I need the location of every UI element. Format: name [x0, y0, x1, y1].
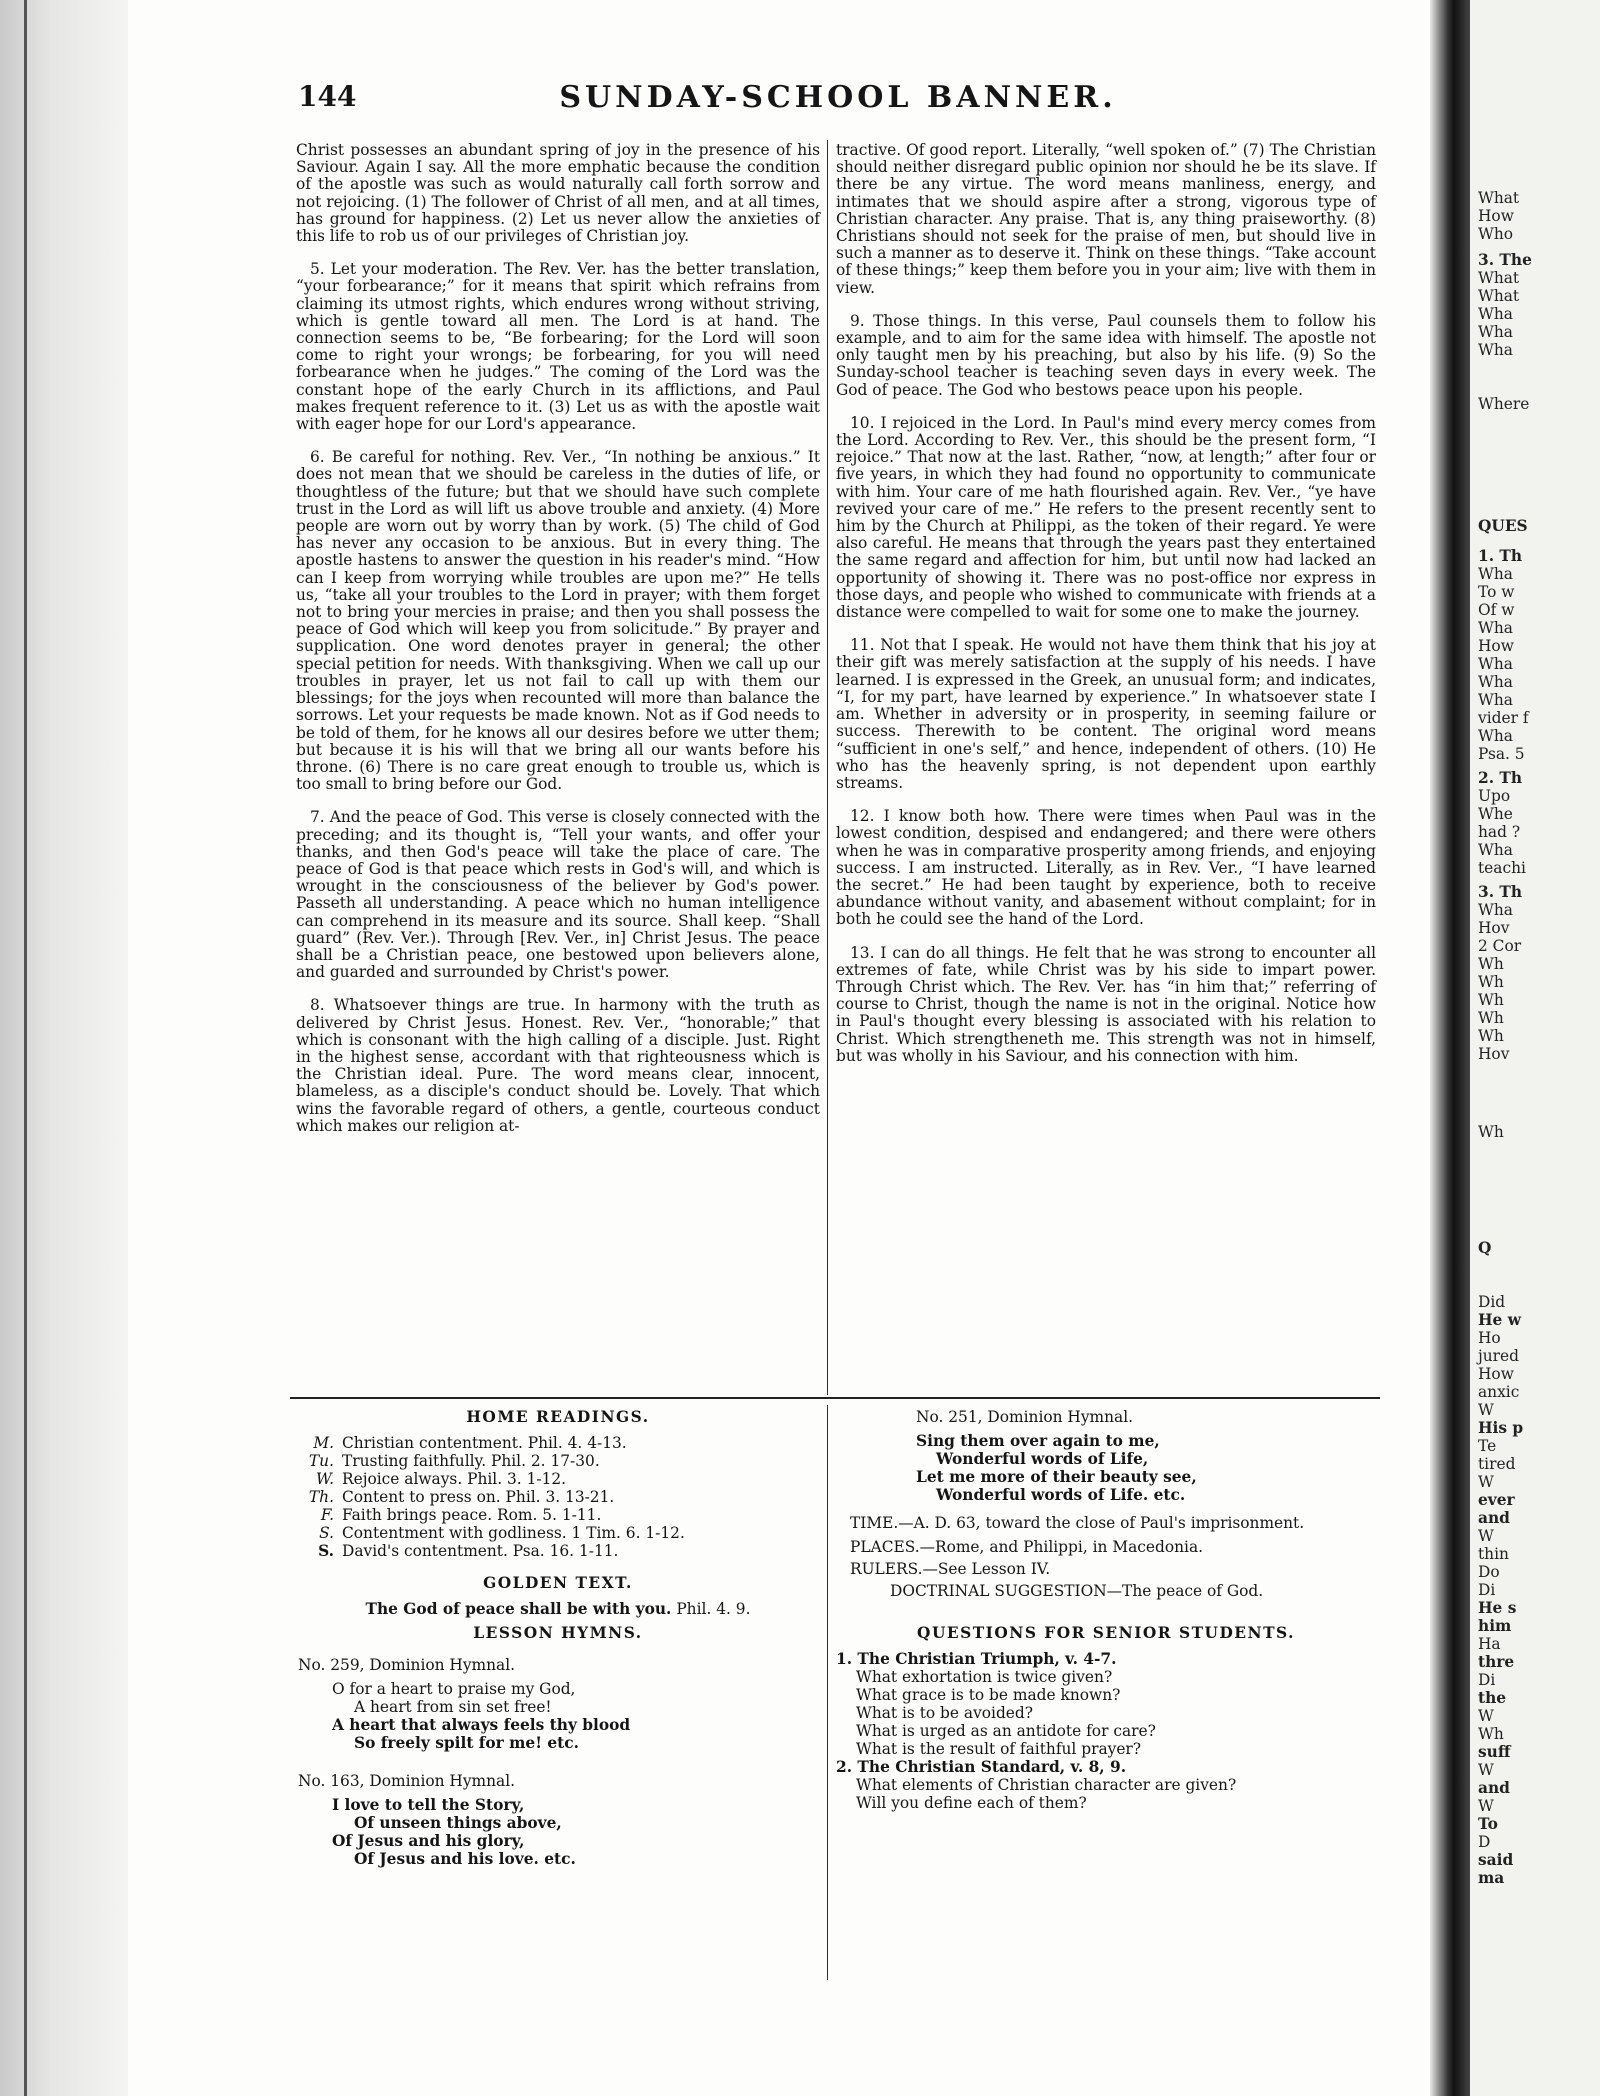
list-item: Th. Content to press on. Phil. 3. 13-21.: [308, 1488, 615, 1506]
next-page-fragment: Wha: [1478, 727, 1513, 745]
next-page-fragment: Of w: [1478, 601, 1515, 619]
paragraph-verse-7: 7. And the peace of God. This verse is closely connected with the preceding; and its thought is, “Tell your wants, and offer your thanks, and then God's peace will take the place of care. The peace of God is that peace which rests in God's will, and which is wrought in the consciousness of the believer by God's power. Passeth all understanding. A peace which no human intelligence can comprehend in its measure and its source. Shall keep. “Shall guard” (Rev. Ver.). Through [Rev. Ver., in] Christ Jesus. The peace shall be a Christian peace, one bestowed upon believers alone, and guarded and surrounded by Christ's power.: [296, 808, 820, 982]
lesson-time: TIME.—A. D. 63, toward the close of Paul's imprisonment.: [850, 1514, 1305, 1532]
next-page-fragment: said: [1478, 1851, 1514, 1869]
next-page-fragment: Te: [1478, 1437, 1497, 1455]
next-page-fragment: Wha: [1478, 673, 1513, 691]
next-page-fragment: Ha: [1478, 1635, 1501, 1653]
lower-column-divider: [827, 1405, 828, 1980]
next-page-fragment: W: [1478, 1401, 1494, 1419]
paragraph-intro: Christ possesses an abundant spring of joy in the presence of his Saviour. Again I say. All the more emphatic because the condition of the apostle was such as would naturally call forth sorrow and not rejoicing. (1) The follower of Christ of all men, and at all times, has ground for happiness. (2) Let us never allow the anxieties of this life to rob us of our privileges of Christian joy.: [296, 141, 820, 246]
next-page-fragment: Q: [1478, 1239, 1492, 1257]
next-page-fragment: To: [1478, 1815, 1498, 1833]
golden-text-heading: GOLDEN TEXT.: [483, 1574, 633, 1592]
question-item: What is the result of faithful prayer?: [856, 1740, 1142, 1758]
next-page-fragment: What: [1478, 269, 1520, 287]
paragraph-verse-10: 10. I rejoiced in the Lord. In Paul's mind every mercy comes from the Lord. According to Rev. Ver., this should be the present form, “I rejoice.” That now at the last. Rather, “now, at length;” after four or five years, in which they had found no opportunity to communicate with him. Your care of me hath flourished again. Rev. Ver., “ye have revived your care of me.” He refers to the present recently sent to him by the Church at Philippi, as the token of their regard. Ye were also careful. He means that through the years past they entertained the same regard and affection for him, but until now had lacked an opportunity of showing it. There was no post-office nor express in those days, and people who wished to communicate with friends at a distance were compelled to wait for some one to make the journey.: [836, 413, 1376, 622]
next-page-fragment: 3. The: [1478, 251, 1532, 269]
next-page-fragment: Wh: [1478, 1123, 1504, 1141]
next-page-edge: [1470, 0, 1600, 2096]
next-page-fragment: Whe: [1478, 805, 1513, 823]
next-page-fragment: Wh: [1478, 991, 1504, 1009]
next-page-fragment: 2. Th: [1478, 769, 1523, 787]
page-header: [298, 80, 1378, 120]
question-section-1-title: 1. The Christian Triumph, v. 4-7.: [836, 1650, 1117, 1668]
golden-text-verse: The God of peace shall be with you.: [365, 1600, 672, 1618]
lower-right-block: [836, 1408, 1376, 1812]
hymn-line: A heart that always feels thy blood: [332, 1716, 631, 1734]
question-item: What is to be avoided?: [856, 1704, 1034, 1722]
next-page-fragment: Ho: [1478, 1329, 1501, 1347]
hymn-1-title: No. 259, Dominion Hymnal.: [298, 1656, 516, 1674]
next-page-fragment: Do: [1478, 1563, 1500, 1581]
left-text-column: [296, 142, 820, 1151]
next-page-fragment: had ?: [1478, 823, 1521, 841]
paragraph-verse-11: 11. Not that I speak. He would not have them think that his joy at their gift was merely satisfaction at the supply of his needs. I have learned. I is expressed in the Greek, an unusual form; and indicates, “I, for my part, have learned by experience.” In whatsoever state I am. Whether in adversity or in prosperity, in seeming failure or success. Therewith to be content. The original word means “sufficient in one's self,” and hence, independent of others. (10) He who has the heavenly spring, is not dependent upon earthly streams.: [836, 636, 1376, 792]
question-item: Will you define each of them?: [856, 1794, 1087, 1812]
question-item: What exhortation is twice given?: [856, 1668, 1113, 1686]
next-page-fragment: and: [1478, 1779, 1510, 1797]
next-page-fragment: thre: [1478, 1653, 1515, 1671]
next-page-fragment: His p: [1478, 1419, 1524, 1437]
running-title: SUNDAY-SCHOOL BANNER.: [559, 80, 1117, 115]
lesson-rulers: RULERS.—See Lesson IV.: [850, 1560, 1051, 1578]
next-page-fragment: QUES: [1478, 517, 1528, 535]
hymn-line: A heart from sin set free!: [354, 1698, 552, 1716]
next-page-fragment: Wha: [1478, 341, 1513, 359]
next-page-fragment: thin: [1478, 1545, 1509, 1563]
golden-text-ref: Phil. 4. 9.: [676, 1600, 751, 1618]
next-page-fragment: Wha: [1478, 565, 1513, 583]
next-page-fragment: W: [1478, 1707, 1494, 1725]
next-page-fragment: How: [1478, 1365, 1514, 1383]
next-page-fragment: W: [1478, 1761, 1494, 1779]
hymn-2-title: No. 163, Dominion Hymnal.: [298, 1772, 516, 1790]
golden-text: [298, 1600, 818, 1618]
next-page-fragment: him: [1478, 1617, 1512, 1635]
next-page-fragment: 1. Th: [1478, 547, 1523, 565]
paragraph-verse-5: 5. Let your moderation. The Rev. Ver. has the better translation, “your forbearance;” for it means that spirit which refrains from claiming its utmost rights, which endures wrong without striving, which is gentle toward all men. The Lord is at hand. The connection seems to be, “Be forbearing; for the Lord will soon come to right your wrongs; be forbearing, for you will need forbearance when he judges.” The coming of the Lord was the constant hope of the early Church in its afflictions, and Paul makes frequent reference to it. (3) Let us as with the apostle wait with eager hope for our Lord's appearance.: [296, 260, 820, 434]
senior-questions-heading: QUESTIONS FOR SENIOR STUDENTS.: [917, 1624, 1295, 1642]
next-page-fragment: Upo: [1478, 787, 1511, 805]
paragraph-verse-12: 12. I know both how. There were times when Paul was in the lowest condition, despised and endangered; and there were others when he was in comparative prosperity among friends, and enjoying success. I am instructed. Literally, as in Rev. Ver., “I have learned the secret.” He had been taught by experience, both to receive abundance without vanity, and abasement without complaint; for in both he could see the hand of the Lord.: [836, 807, 1376, 929]
next-page-fragment: 3. Th: [1478, 883, 1523, 901]
question-item: What grace is to be made known?: [856, 1686, 1121, 1704]
next-page-fragment: Wha: [1478, 619, 1513, 637]
hymn-line: Of Jesus and his glory,: [332, 1832, 525, 1850]
next-page-fragment: To w: [1478, 583, 1515, 601]
next-page-fragment: What: [1478, 189, 1520, 207]
hymn-3-title: No. 251, Dominion Hymnal.: [916, 1408, 1134, 1426]
lesson-places: PLACES.—Rome, and Philippi, in Macedonia.: [850, 1538, 1204, 1556]
paragraph-verse-6: 6. Be careful for nothing. Rev. Ver., “In nothing be anxious.” It does not mean that we should be careless in the duties of life, or thoughtless of the future; but that we should have such complete trust in the Lord as will lift us above trouble and anxiety. (4) More people are worn out by worry than by work. (5) The child of God has never any occasion to be anxious. But in every thing. The apostle hastens to answer the question in his reader's mind. “How can I keep from worrying while troubles are upon me?” He tells us, “take all your troubles to the Lord in prayer; with them forget not to bring your mercies in praise; and then you shall possess the peace of God which will keep you from solicitude.” By prayer and supplication. One word denotes prayer in general; the other special petition for needs. With thanksgiving. When we call up our troubles in prayer, let us not fail to call up with them our blessings; for the joys when recounted will more than balance the sorrows. Let your requests be made known. Not as if God needs to be told of them, for he knows all our desires before we utter them; but because it is his will that we bring all our wants before his throne. (6) There is no care great enough to trouble us, which is too small to bring before our God.: [296, 448, 820, 794]
next-page-fragment: He w: [1478, 1311, 1521, 1329]
next-page-fragment: anxic: [1478, 1383, 1520, 1401]
next-page-fragment: How: [1478, 637, 1514, 655]
paragraph-verse-13: 13. I can do all things. He felt that he was strong to encounter all extremes of fate, while Christ was by his side to impart power. Through Christ which. The Rev. Ver. has “in him that;” referring of course to Christ, though the name is not in the original. Notice how in Paul's thought every blessing is associated with his relation to Christ. Which strengtheneth me. This strength was not in himself, but was wholly in his Saviour, and his connection with him.: [836, 943, 1376, 1065]
hymn-line: So freely spilt for me! etc.: [354, 1734, 579, 1752]
next-page-fragment: Wh: [1478, 955, 1504, 973]
book-gutter: [1430, 0, 1470, 2096]
next-page-fragment: Wh: [1478, 1009, 1504, 1027]
next-page-fragment: Who: [1478, 225, 1513, 243]
paragraph-verse-8-cont: tractive. Of good report. Literally, “well spoken of.” (7) The Christian should neither disregard public opinion nor should he be its slave. If there be any virtue. The word means manliness, energy, and intimates that we should aspire after a strong, vigorous type of Christian character. Any praise. That is, any thing praiseworthy. (8) Christians should not seek for the praise of men, but should live in such a manner as to deserve it. Think on these things. “Take account of these things;” keep them before you in your aim; live with them in view.: [836, 141, 1376, 297]
next-page-fragment: Psa. 5: [1478, 745, 1525, 763]
next-page-fragment: Wh: [1478, 1725, 1504, 1743]
hymn-line: O for a heart to praise my God,: [332, 1680, 576, 1698]
next-page-fragment: Wha: [1478, 691, 1513, 709]
next-page-fragment: Hov: [1478, 1045, 1510, 1063]
question-item: What elements of Christian character are given?: [856, 1776, 1237, 1794]
next-page-fragment: How: [1478, 207, 1514, 225]
next-page-fragment: Wha: [1478, 655, 1513, 673]
next-page-fragment: suff: [1478, 1743, 1511, 1761]
next-page-fragment: tired: [1478, 1455, 1516, 1473]
next-page-fragment: 2 Cor: [1478, 937, 1522, 955]
next-page-fragment: Di: [1478, 1671, 1496, 1689]
next-page-fragment: Wh: [1478, 973, 1504, 991]
next-page-fragment: ma: [1478, 1869, 1505, 1887]
next-page-fragment: Hov: [1478, 919, 1510, 937]
next-page-fragment: Did: [1478, 1293, 1506, 1311]
list-item: F. Faith brings peace. Rom. 5. 1-11.: [320, 1506, 602, 1524]
next-page-fragment: vider f: [1478, 709, 1529, 727]
hymn-line: Wonderful words of Life,: [936, 1450, 1149, 1468]
next-page-fragment: Wha: [1478, 901, 1513, 919]
hymn-line: I love to tell the Story,: [332, 1796, 525, 1814]
list-item: Tu. Trusting faithfully. Phil. 2. 17-30.: [308, 1452, 600, 1470]
page-number: 144: [298, 80, 357, 113]
next-page-fragment: W: [1478, 1473, 1494, 1491]
hymn-line: Of Jesus and his love. etc.: [354, 1850, 576, 1868]
right-text-column: [836, 142, 1376, 1081]
home-readings-list: [298, 1434, 818, 1560]
margin-edge-line: [24, 0, 27, 2096]
next-page-fragment: Di: [1478, 1581, 1496, 1599]
lower-left-block: [298, 1408, 818, 1868]
list-item: S. David's contentment. Psa. 16. 1-11.: [318, 1542, 619, 1560]
left-binding-margin: [0, 0, 128, 2096]
next-page-fragment: Wha: [1478, 305, 1513, 323]
next-page-fragment: Where: [1478, 395, 1530, 413]
next-page-fragment: D: [1478, 1833, 1491, 1851]
next-page-fragment: W: [1478, 1527, 1494, 1545]
column-divider: [827, 140, 828, 1395]
next-page-fragment: He s: [1478, 1599, 1517, 1617]
hymn-line: Let me more of their beauty see,: [916, 1468, 1197, 1486]
paragraph-verse-9: 9. Those things. In this verse, Paul counsels them to follow his example, and to aim for the same idea with himself. The apostle not only taught men by his preaching, but also by his life. (9) So the Sunday-school teacher is teaching seven days in every week. The God of peace. The God who bestows peace upon his people.: [836, 311, 1376, 399]
next-page-fragment: ever: [1478, 1491, 1515, 1509]
next-page-fragment: What: [1478, 287, 1520, 305]
hymn-line: Sing them over again to me,: [916, 1432, 1160, 1450]
paragraph-verse-8: 8. Whatsoever things are true. In harmony with the truth as delivered by Christ Jesus. Honest. Rev. Ver., “honorable;” that which is consonant with the high calling of a disciple. Just. Right in the highest sense, accordant with that righteousness which is the Christian ideal. Pure. The word means clear, innocent, blameless, as a disciple's conduct should be. Lovely. That which wins the favorable regard of others, a gentle, courteous conduct which makes our religion at-: [296, 996, 820, 1135]
next-page-fragment: Wh: [1478, 1027, 1504, 1045]
list-item: S. Contentment with godliness. 1 Tim. 6. 1-12.: [319, 1524, 685, 1542]
next-page-fragment: the: [1478, 1689, 1507, 1707]
next-page-fragment: jured: [1478, 1347, 1520, 1365]
question-section-2-title: 2. The Christian Standard, v. 8, 9.: [836, 1758, 1127, 1776]
question-item: What is urged as an antidote for care?: [856, 1722, 1156, 1740]
section-divider: [290, 1397, 1380, 1399]
next-page-fragment: Wha: [1478, 841, 1513, 859]
hymn-line: Wonderful words of Life. etc.: [936, 1486, 1186, 1504]
list-item: W. Rejoice always. Phil. 3. 1-12.: [315, 1470, 567, 1488]
next-page-fragment: teachi: [1478, 859, 1526, 877]
next-page-fragment: Wha: [1478, 323, 1513, 341]
lesson-hymns-heading: LESSON HYMNS.: [473, 1624, 643, 1642]
doctrinal-suggestion: DOCTRINAL SUGGESTION—The peace of God.: [890, 1582, 1264, 1600]
list-item: M. Christian contentment. Phil. 4. 4-13.: [313, 1434, 627, 1452]
next-page-fragment: W: [1478, 1797, 1494, 1815]
home-readings-heading: HOME READINGS.: [466, 1408, 650, 1426]
hymn-line: Of unseen things above,: [354, 1814, 562, 1832]
next-page-fragment: and: [1478, 1509, 1510, 1527]
